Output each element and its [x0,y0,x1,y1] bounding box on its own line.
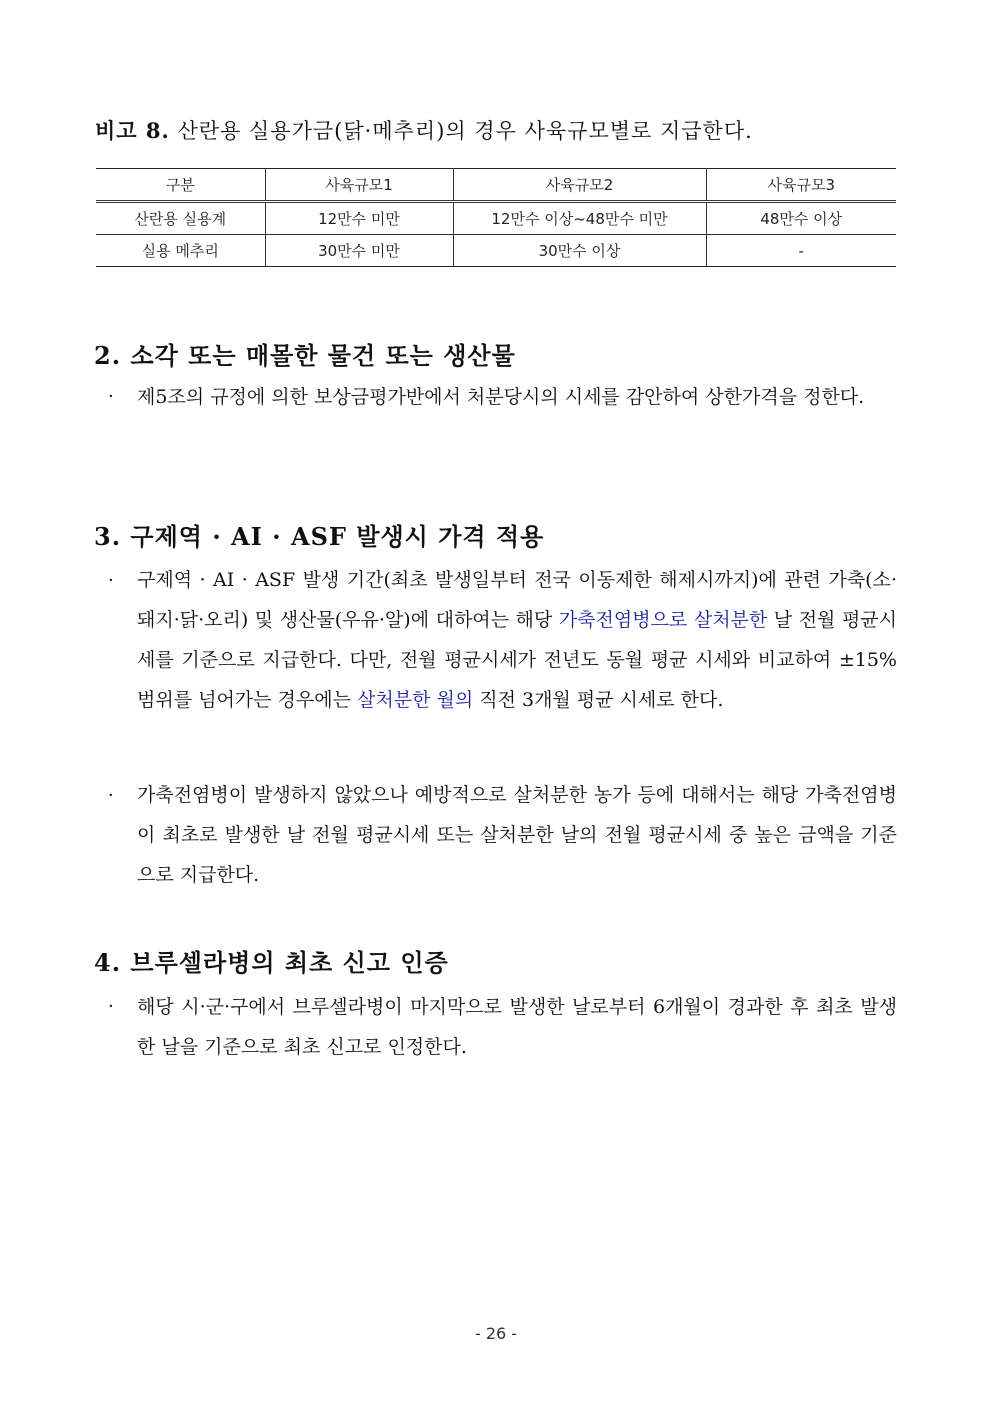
section-paragraph [137,560,897,720]
highlighted-text: 살처분한 월의 [357,689,474,711]
paragraph-text: 해당 시·군·구에서 브루셀라병이 마지막으로 발생한 날로부터 6개월이 경과한 후 최초 발생한 날을 기준으로 최초 신고로 인정한다. [137,996,897,1058]
bullet-marker: · [108,785,114,806]
table-cell: 48만수 이상 [706,202,896,235]
highlighted-text: 가축전염병으로 살처분한 [558,609,768,631]
section-title-brucellosis: 4. 브루셀라병의 최초 신고 인증 [94,948,449,977]
page-number: - 26 - [474,1324,518,1343]
table-cell: 12만수 이상~48만수 미만 [453,202,706,235]
remark-text: 산란용 실용가금(닭·메추리)의 경우 사육규모별로 지급한다. [177,119,753,143]
table-row [96,202,896,235]
remark-note [95,115,753,145]
table-row [96,235,896,267]
table-cell: 실용 메추리 [96,235,265,267]
paragraph-text: 구제역 · AI · ASF 발생 기간(최초 발생일부터 전국 이동제한 해제시까지)에 관련 가축(소·돼지·닭·오리) 및 생산물(우유·알)에 대하여는 해당 [137,569,897,631]
table-header-cell: 구분 [96,169,265,202]
paragraph-text: 가축전염병이 발생하지 않았으나 예방적으로 살처분한 농가 등에 대해서는 해당 가축전염병이 최초로 발생한 날 전월 평균시세 또는 살처분한 날의 전월 평균시세 중 높은 금액을 기준으로 지급한다. [137,784,897,886]
paragraph-text: 날 전월 평균시세를 기준으로 지급한다. 다만, 전월 평균시세가 전년도 동월 평균 시세와 비교하여 ±15% 범위를 넘어가는 경우에는 [137,609,898,711]
section-title-fmd-price: 3. 구제역 · AI · ASF 발생시 가격 적용 [94,522,545,551]
bullet-marker: · [108,570,114,591]
table-header-cell: 사육규모2 [453,169,706,202]
paragraph-text: 직전 3개월 평균 시세로 한다. [473,689,724,711]
breeding-scale-table [96,168,896,267]
bullet-marker: · [108,386,114,407]
table-header-cell: 사육규모3 [706,169,896,202]
section-title-disposal: 2. 소각 또는 매몰한 물건 또는 생산물 [94,341,516,370]
remark-label: 비고 8. [95,118,170,143]
section-paragraph [137,377,897,417]
table-header-row [96,169,896,202]
table-header-cell: 사육규모1 [265,169,453,202]
table-cell: 산란용 실용계 [96,202,265,235]
paragraph-text: 제5조의 규정에 의한 보상금평가반에서 처분당시의 시세를 감안하여 상한가격을 정한다. [137,386,865,408]
bullet-marker: · [108,996,114,1017]
section-paragraph [137,775,897,895]
table-cell: 30만수 이상 [453,235,706,267]
table-cell: 12만수 미만 [265,202,453,235]
section-paragraph [137,987,897,1067]
table-cell: - [706,235,896,267]
table-cell: 30만수 미만 [265,235,453,267]
